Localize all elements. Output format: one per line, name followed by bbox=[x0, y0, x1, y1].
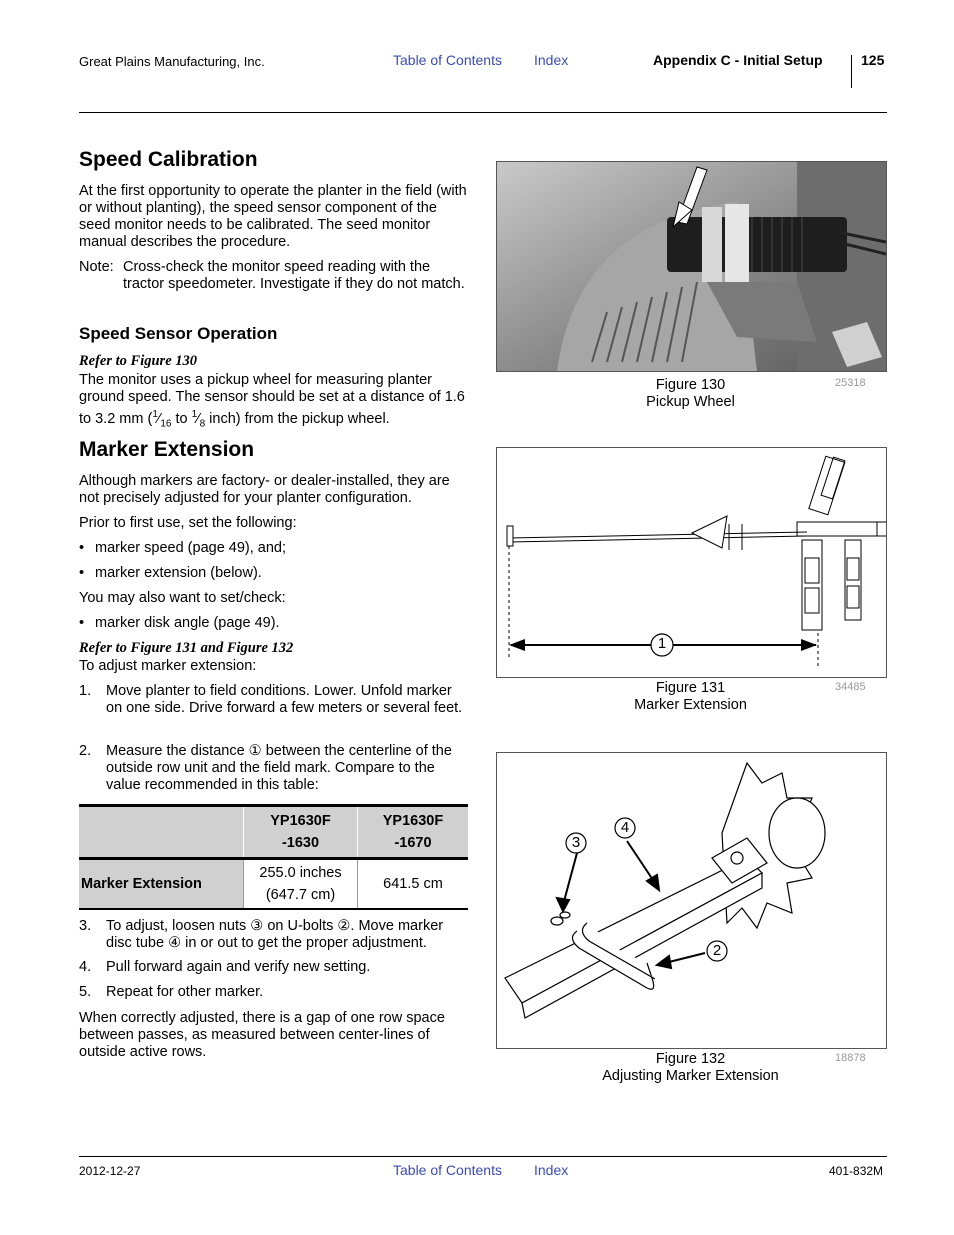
adjusting-marker-diagram bbox=[497, 753, 886, 1048]
figure-132-id: 18878 bbox=[835, 1052, 866, 1064]
table-cell-1630: 255.0 inches (647.7 cm) bbox=[244, 859, 358, 910]
step-3-text: To adjust, loosen nuts ③ on U-bolts ②. Move marker disc tube ④ in or out to get the proper adjustment. bbox=[106, 918, 444, 951]
step-1-text: Move planter to field conditions. Lower. Unfold marker on one side. Drive forward a few meters or several feet. bbox=[106, 683, 463, 716]
bullet-disk-angle: • bbox=[79, 615, 85, 631]
table-row-label: Marker Extension bbox=[79, 859, 244, 910]
footer-rule bbox=[79, 1156, 887, 1157]
figure-131-id: 34485 bbox=[835, 681, 866, 693]
header-index-link[interactable]: Index bbox=[534, 52, 569, 68]
step-5-num: 5. bbox=[79, 984, 92, 1000]
figure-132-diagram bbox=[496, 752, 887, 1049]
figure-132-caption: Figure 132 Adjusting Marker Extension bbox=[602, 1051, 779, 1084]
step-4-num: 4. bbox=[79, 959, 92, 975]
header-section: Appendix C - Initial Setup bbox=[653, 52, 823, 68]
bullet-marker-extension: • bbox=[79, 565, 85, 581]
marker-extension-table bbox=[79, 804, 468, 910]
table-col1-header: YP1630F -1630 bbox=[244, 806, 358, 859]
footer-doc-number: 401-832M bbox=[829, 1164, 884, 1178]
footer-index-link[interactable]: Index bbox=[534, 1162, 569, 1178]
pickup-wheel-photo bbox=[497, 162, 886, 371]
bullet-marker-speed: • bbox=[79, 540, 85, 556]
marker-body-4: To adjust marker extension: bbox=[79, 658, 257, 674]
callout-2: 2 bbox=[712, 942, 722, 959]
marker-body-1: Although markers are factory- or dealer-installed, they are not precisely adjusted for your planter configuration. bbox=[79, 473, 450, 506]
page-number: 125 bbox=[861, 52, 885, 68]
step-3-num: 3. bbox=[79, 918, 92, 934]
figure-130-photo bbox=[496, 161, 887, 372]
bullet-marker-extension-text: marker extension (below). bbox=[95, 565, 262, 581]
closing-paragraph: When correctly adjusted, there is a gap of one row space between passes, as measured between center-lines of outside active rows. bbox=[79, 1010, 445, 1060]
callout-4: 4 bbox=[620, 819, 630, 836]
step-2-num: 2. bbox=[79, 743, 92, 759]
marker-extension-diagram bbox=[497, 448, 886, 677]
callout-1: 1 bbox=[657, 635, 667, 652]
callout-3: 3 bbox=[571, 834, 581, 851]
marker-extension-title: Marker Extension bbox=[79, 438, 255, 461]
figure-131-diagram bbox=[496, 447, 887, 678]
note-text: Cross-check the monitor speed reading with the tractor speedometer. Investigate if they do not match. bbox=[123, 259, 465, 292]
header-company: Great Plains Manufacturing, Inc. bbox=[79, 54, 265, 69]
speed-sensor-title: Speed Sensor Operation bbox=[79, 324, 278, 343]
table-col2-header: YP1630F -1670 bbox=[358, 806, 469, 859]
figure-131-caption: Figure 131 Marker Extension bbox=[634, 680, 747, 713]
speed-sensor-ref: Refer to Figure 130 bbox=[79, 353, 198, 369]
header-divider bbox=[851, 55, 852, 88]
header-toc-link[interactable]: Table of Contents bbox=[393, 52, 502, 68]
figure-130-id: 25318 bbox=[835, 377, 866, 389]
table-cell-1670: 641.5 cm bbox=[358, 859, 469, 910]
speed-sensor-body: The monitor uses a pickup wheel for measuring planter ground speed. The sensor should be set at a distance of 1.6 to 3.2 mm ($^1⁄_{16}$ to $^1⁄_8$ inch) from the pickup wheel. bbox=[79, 372, 465, 430]
header-rule bbox=[79, 112, 887, 113]
table-row bbox=[79, 859, 468, 910]
table-header-row bbox=[79, 806, 468, 859]
bullet-disk-angle-text: marker disk angle (page 49). bbox=[95, 615, 280, 631]
footer-toc-link[interactable]: Table of Contents bbox=[393, 1162, 502, 1178]
step-1-num: 1. bbox=[79, 683, 92, 699]
bullet-marker-speed-text: marker speed (page 49), and; bbox=[95, 540, 287, 556]
footer-date: 2012-12-27 bbox=[79, 1164, 141, 1178]
step-5-text: Repeat for other marker. bbox=[106, 984, 264, 1000]
note-label: Note: bbox=[79, 259, 114, 275]
step-2-text: Measure the distance ① between the centerline of the outside row unit and the field mark. Compare to the value recommended in this table: bbox=[106, 743, 452, 793]
speed-calibration-body: At the first opportunity to operate the planter in the field (with or without planting), the speed sensor component of the seed monitor needs to be calibrated. The seed monitor manual describes the procedure. bbox=[79, 183, 467, 250]
marker-ref: Refer to Figure 131 and Figure 132 bbox=[79, 640, 294, 656]
marker-body-3: You may also want to set/check: bbox=[79, 590, 286, 606]
marker-body-2: Prior to first use, set the following: bbox=[79, 515, 297, 531]
step-4-text: Pull forward again and verify new setting. bbox=[106, 959, 371, 975]
speed-calibration-title: Speed Calibration bbox=[79, 148, 258, 171]
figure-130-caption: Figure 130 Pickup Wheel bbox=[646, 377, 735, 410]
